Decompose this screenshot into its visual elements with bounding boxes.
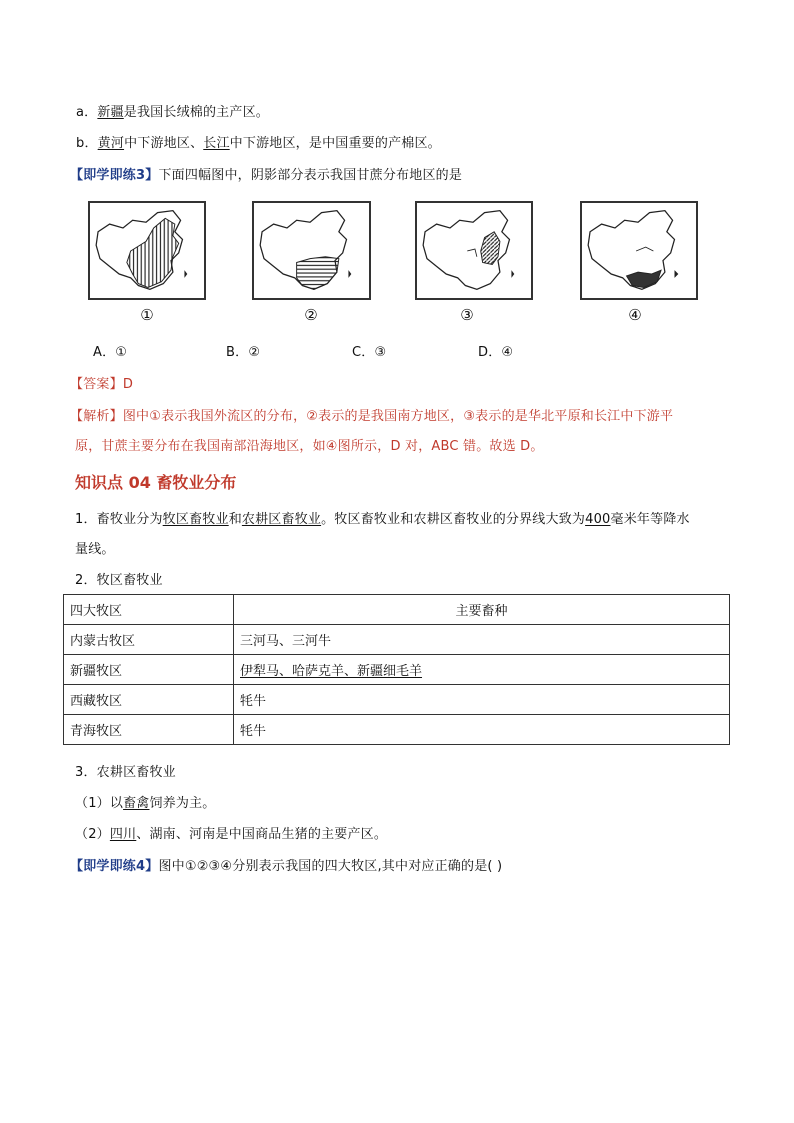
section-title: 知识点 04 畜牧业分布 xyxy=(75,473,237,492)
china-map-outflow-icon xyxy=(90,203,204,298)
practice4-question: 【即学即练4】图中①②③④分别表示我国的四大牧区,其中对应正确的是( ) xyxy=(70,859,503,874)
point1-line1: 1．畜牧业分为牧区畜牧业和农耕区畜牧业。牧区畜牧业和农耕区畜牧业的分界线大致为400毫米年等降水 xyxy=(75,512,690,527)
table-cell-breeds: 三河马、三河牛 xyxy=(234,625,730,655)
table-cell-region: 内蒙古牧区 xyxy=(64,625,234,655)
practice3-tag: 【即学即练3】 xyxy=(70,168,159,183)
option-b[interactable]: B．② xyxy=(226,345,261,360)
table-cell-region: 青海牧区 xyxy=(64,715,234,745)
map-label-4: ④ xyxy=(628,306,642,324)
analysis-line-2: 原，甘蔗主要分布在我国南部沿海地区，如④图所示，D 对，ABC 错。故选 D。 xyxy=(75,439,544,454)
map-label-2: ② xyxy=(304,306,318,324)
table-cell-breeds: 牦牛 xyxy=(234,685,730,715)
option-c[interactable]: C．③ xyxy=(352,345,387,360)
table-row xyxy=(64,625,730,655)
point2-label: 2．牧区畜牧业 xyxy=(75,573,163,588)
practice3-question: 【即学即练3】下面四幅图中，阴影部分表示我国甘蔗分布地区的是 xyxy=(70,168,463,183)
cotton-line-b: b．黄河中下游地区、长江中下游地区，是中国重要的产棉区。 xyxy=(76,136,441,151)
map-label-3: ③ xyxy=(460,306,474,324)
table-cell-region: 西藏牧区 xyxy=(64,685,234,715)
map-3 xyxy=(415,201,533,300)
china-map-north-plain-icon xyxy=(417,203,531,298)
point3-sub1: （1）以畜禽饲养为主。 xyxy=(75,796,216,811)
map-2 xyxy=(252,201,371,300)
xinjiang-underline: 新疆 xyxy=(97,105,124,120)
pastoral-region-table xyxy=(63,594,730,745)
point1-line2: 量线。 xyxy=(75,542,115,557)
point3-label: 3．农耕区畜牧业 xyxy=(75,765,176,780)
table-cell-breeds: 伊犁马、哈萨克羊、新疆细毛羊 xyxy=(234,655,730,685)
practice4-tag: 【即学即练4】 xyxy=(70,859,159,874)
answer-value: D xyxy=(122,377,134,392)
point3-sub2: （2）四川、湖南、河南是中国商品生猪的主要产区。 xyxy=(75,827,388,842)
option-a[interactable]: A．① xyxy=(93,345,128,360)
answer-tag: 【答案】 xyxy=(70,377,123,392)
table-header-row xyxy=(64,595,730,625)
table-row xyxy=(64,685,730,715)
table-row xyxy=(64,655,730,685)
table-header-region: 四大牧区 xyxy=(64,595,234,625)
cotton-line-a: a．新疆是我国长绒棉的主产区。 xyxy=(76,105,269,120)
table-cell-breeds: 牦牛 xyxy=(234,715,730,745)
analysis-line-1: 【解析】图中①表示我国外流区的分布，②表示的是我国南方地区，③表示的是华北平原和长江中下游平 xyxy=(70,409,674,424)
table-header-breeds: 主要畜种 xyxy=(234,595,730,625)
china-map-southern-coast-icon xyxy=(582,203,696,298)
analysis-tag: 【解析】 xyxy=(70,409,123,424)
option-d[interactable]: D．④ xyxy=(478,345,514,360)
answer-line xyxy=(70,373,133,392)
map-label-1: ① xyxy=(140,306,154,324)
map-1 xyxy=(88,201,206,300)
map-4 xyxy=(580,201,698,300)
table-cell-region: 新疆牧区 xyxy=(64,655,234,685)
china-map-south-icon xyxy=(254,203,369,298)
table-row xyxy=(64,715,730,745)
